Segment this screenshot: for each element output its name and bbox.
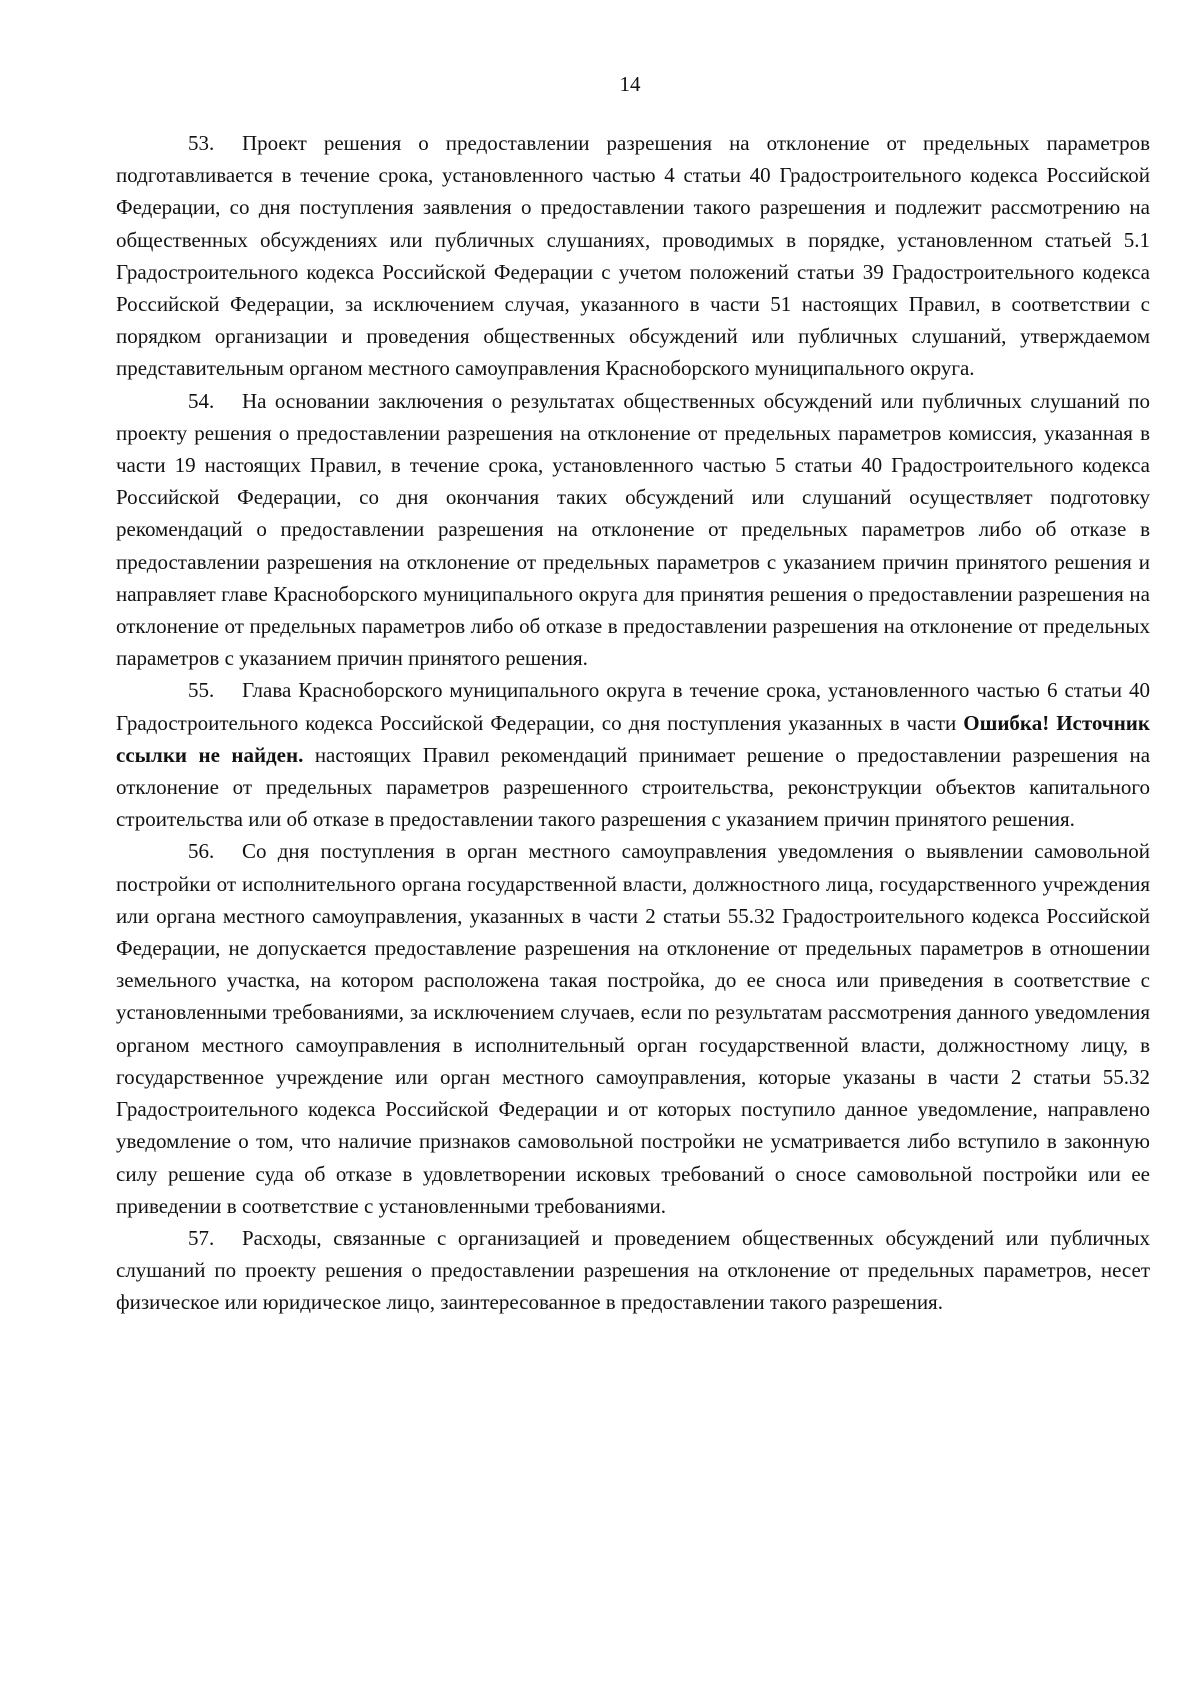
paragraph-56: [116, 835, 1150, 1221]
paragraph-number: 55.: [188, 678, 215, 703]
paragraph-text-before: Глава Красноборского муниципального округа в течение срока, установленного частью 6 статьи 40 Градостроительного кодекса Российской Федерации, со дня поступления указанных в части: [116, 678, 1150, 735]
paragraph-number: 57.: [188, 1225, 215, 1250]
paragraph-text-after: настоящих Правил рекомендаций принимает решение о предоставлении разрешения на отклонение от предельных параметров разрешенного строительства, реконструкции объектов капитального строительства или об отказе в предоставлении такого разрешения с указанием причин принятого решения.: [116, 742, 1151, 832]
paragraph-text: Проект решения о предоставлении разрешения на отклонение от предельных параметров подготавливается в течение срока, установленного частью 4 статьи 40 Градостроительного кодекса Российской Федерации, со дня поступления заявления о предоставлении такого разрешения и подлежит рассмотрению на общественных обсуждениях или публичных слушаниях, проводимых в порядке, установленном статьей 5.1 Градостроительного кодекса Российской Федерации с учетом положений статьи 39 Градостроительного кодекса Российской Федерации, за исключением случая, указанного в части 51 настоящих Правил, в соответствии с порядком организации и проведения общественных обсуждений или публичных слушаний, утверждаемом представительным органом местного самоуправления Красноборского муниципального округа.: [116, 131, 1150, 381]
broken-reference-error: Ошибка! Источник ссылки не найден.: [116, 710, 1150, 767]
paragraph-number: 53.: [188, 131, 215, 155]
paragraph-54: [116, 385, 1150, 675]
paragraph-text: Со дня поступления в орган местного самоуправления уведомления о выявлении самовольной постройки от исполнительного органа государственной власти, должностного лица, государственного учреждения или органа местного самоуправления, указанных в части 2 статьи 55.32 Градостроительного кодекса Российской Федерации, не допускается предоставление разрешения на отклонение от предельных параметров в отношении земельного участка, на котором расположена такая постройка, до ее сноса или приведения в соответствие с установленными требованиями, за исключением случаев, если по результатам рассмотрения данного уведомления органом местного самоуправления в исполнительный орган государственной власти, должностному лицу, в государственное учреждение или орган местного самоуправления, которые указаны в части 2 статьи 55.32 Градостроительного кодекса Российской Федерации и от которых поступило данное уведомление, направлено уведомление о том, что наличие признаков самовольной постройки не усматривается либо вступило в законную силу решение суда об отказе в удовлетворении исковых требований о сносе самовольной постройки или ее приведении в соответствие с установленными требованиями.: [116, 839, 1150, 1218]
document-body: [116, 127, 1150, 1319]
paragraph-text: Расходы, связанные с организацией и проведением общественных обсуждений или публичных слушаний по проекту решения о предоставлении разрешения на отклонение от предельных параметров, несет физическое или юридическое лицо, заинтересованное в предоставлении такого разрешения.: [116, 1225, 1150, 1315]
paragraph-text: На основании заключения о результатах общественных обсуждений или публичных слушаний по проекту решения о предоставлении разрешения на отклонение от предельных параметров комиссия, указанная в части 19 настоящих Правил, в течение срока, установленного частью 5 статьи 40 Градостроительного кодекса Российской Федерации, со дня окончания таких обсуждений или слушаний осуществляет подготовку рекомендаций о предоставлении разрешения на отклонение от предельных параметров либо об отказе в предоставлении разрешения на отклонение от предельных параметров с указанием причин принятого решения и направляет главе Красноборского муниципального округа для принятия решения о предоставлении разрешения на отклонение от предельных параметров либо об отказе в предоставлении разрешения на отклонение от предельных параметров с указанием причин принятого решения.: [116, 388, 1150, 671]
paragraph-55: [116, 674, 1150, 835]
paragraph-57: [116, 1222, 1150, 1319]
paragraph-number: 56.: [188, 839, 215, 864]
paragraph-number: 54.: [188, 388, 215, 413]
paragraph-53: [116, 127, 1150, 385]
page-number: 14: [619, 72, 641, 96]
